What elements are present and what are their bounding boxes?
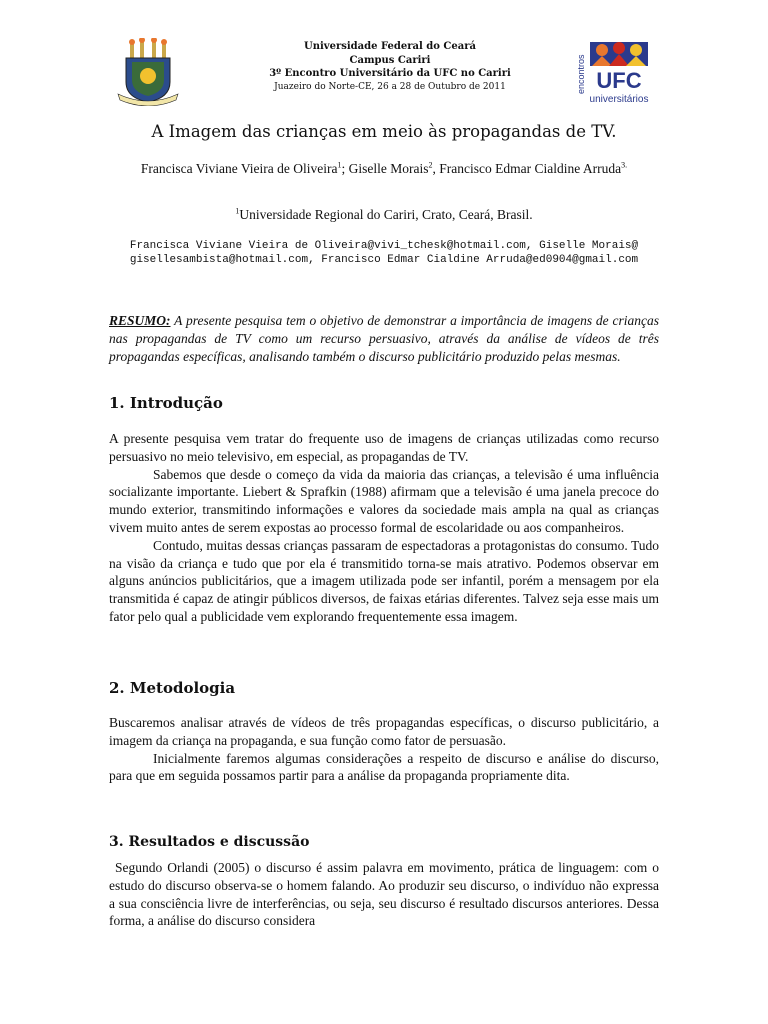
affiliation — [110, 207, 658, 223]
university-seal-logo — [116, 38, 180, 106]
section-heading-introducao: 1. Introdução — [109, 394, 223, 412]
paragraph: Inicialmente faremos algumas considerações a respeito de discurso e análise do discurso, para que em seguida possamos partir para a análise da propaganda propriamente dita. — [109, 750, 659, 784]
paragraph: Contudo, muitas dessas crianças passaram de espectadoras a protagonistas do consumo. Tudo na visão da criança e tudo que por ela é transmitido torna-se mais atrativo. Podemos observar em alguns anúncios publicitários, que a imagem utilizada pode ser infantil, porém a mensagem por ela transmitida é capaz de atingir públicos diversos, de faixas etárias diferentes. Talvez seja esse mais um fator pelo qual a publicidade vem explorando frequentemente essa imagem. — [109, 537, 659, 624]
header-location: Juazeiro do Norte-CE, 26 a 28 de Outubro de 2011 — [274, 81, 506, 92]
header-campus: Campus Cariri — [349, 54, 431, 66]
ufc-encontros-logo — [576, 38, 652, 110]
section-heading-resultados: 3. Resultados e discussão — [109, 834, 310, 850]
page-header — [110, 36, 670, 116]
header-text — [190, 40, 590, 94]
author-3-sup: 3. — [621, 160, 628, 170]
ufc-logo-text: UFC — [596, 68, 642, 93]
author-1: Francisca Viviane Vieira de Oliveira — [140, 161, 338, 176]
abstract-label: RESUMO: — [109, 313, 171, 328]
paragraph: Segundo Orlandi (2005) o discurso é assim palavra em movimento, prática de linguagem: com o estudo do discurso observa-se o homem falando. Ao produzir seu discurso, o indivíduo não expressa a sua consciência livre de interferências, ou seja, seu discurso é resultado discursos anteriores. Dessa forma, a análise do discurso considera — [109, 860, 659, 929]
paper-title: A Imagem das crianças em meio às propagandas de TV. — [151, 122, 617, 141]
author-list — [110, 160, 658, 178]
header-event: 3º Encontro Universitário da UFC no Cariri — [269, 68, 511, 79]
author-emails: Francisca Viviane Vieira de Oliveira@vivi_tchesk@hotmail.com, Giselle Morais@ gisellesambista@hotmail.com, Francisco Edmar Cialdine Arruda@ed0904@gmail.com — [129, 240, 639, 266]
section-body-metodologia — [109, 714, 659, 785]
paragraph: A presente pesquisa vem tratar do frequente uso de imagens de crianças utilizadas como recurso persuasivo no meio televisivo, em especial, as propagandas de TV. — [109, 431, 659, 464]
author-2-sup: 2 — [428, 160, 433, 170]
affiliation-text: Universidade Regional do Cariri, Crato, Ceará, Brasil. — [239, 207, 533, 222]
ufc-logo-bottom-text: universitários — [589, 94, 649, 105]
abstract-text: A presente pesquisa tem o objetivo de demonstrar a importância de imagens de crianças nas propagandas de TV como um recurso persuasivo, através da análise de vídeos de três propagandas específicas, analisando também o discurso publicitário produzido pelas mesmas. — [109, 313, 659, 364]
paragraph: Sabemos que desde o começo da vida da maioria das crianças, a televisão é uma influência socializante importante. Liebert & Sprafkin (1988) afirmam que a televisão é uma janela precoce do mundo exterior, transmitindo informações e valores da sociedade mais ampla na qual as crianças vivem muito antes de serem expostas ao processo formal de escolaridade ou aos companheiros. — [109, 466, 659, 535]
paragraph: Buscaremos analisar através de vídeos de três propagandas específicas, o discurso publicitário, a imagem da criança na propaganda, e sua função como fator de persuasão. — [109, 715, 659, 748]
section-body-introducao — [109, 430, 659, 626]
author-2: ; Giselle Morais — [341, 161, 429, 176]
header-university: Universidade Federal do Ceará — [304, 41, 476, 52]
ufc-logo-side-text: encontros — [576, 54, 586, 94]
author-3: , Francisco Edmar Cialdine Arruda — [432, 161, 622, 176]
section-heading-metodologia: 2. Metodologia — [109, 679, 236, 697]
affiliation-sup: 1 — [235, 206, 240, 216]
author-1-sup: 1 — [337, 160, 342, 170]
section-body-resultados — [109, 859, 659, 930]
abstract — [109, 312, 659, 365]
